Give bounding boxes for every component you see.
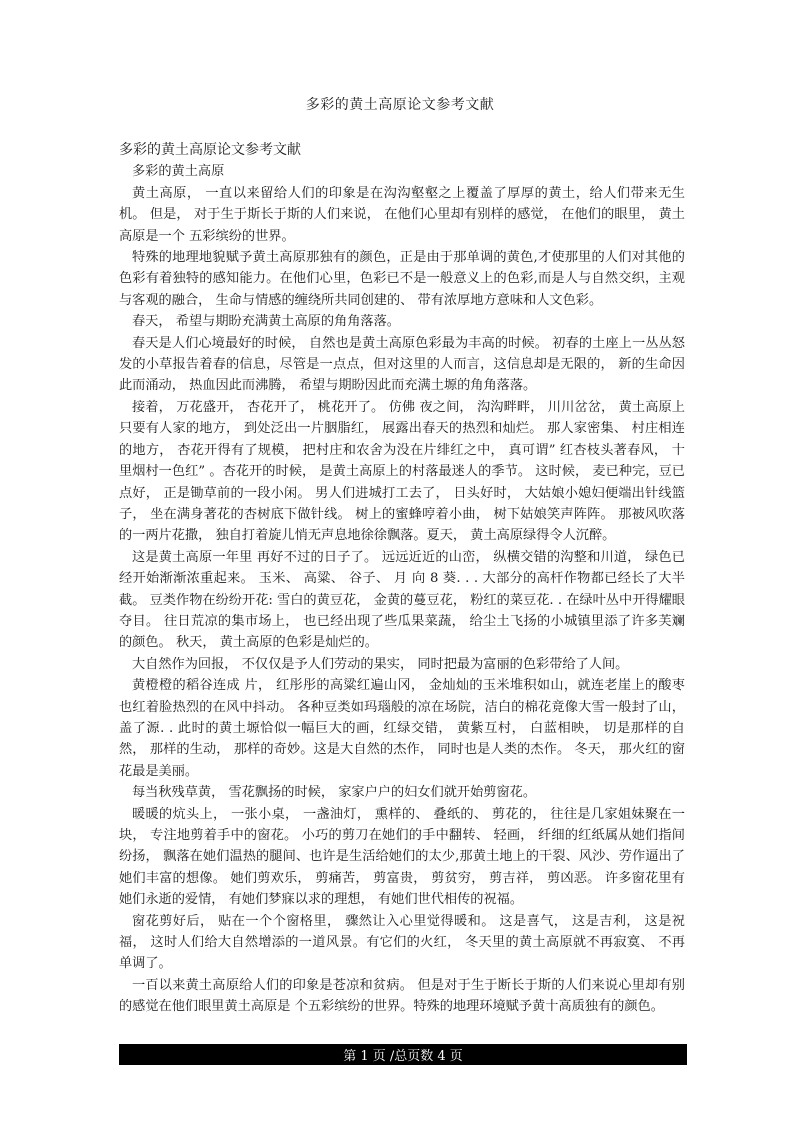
paragraph: 每当秋残草黄， 雪花飘扬的时候， 家家户户的妇女们就开始剪窗花。 (132, 785, 537, 801)
paragraph: 春天， 希望与期盼充满黄土高原的角角落落。 (132, 314, 400, 330)
paragraph: 窗花剪好后， 贴在一个个窗格里， 骤然让入心里觉得暖和。 这是喜气， 这是吉利， 这是祝福， 这时人们给大自然增添的一道风景。有它们的火红， 冬天里的黄土高原就不再寂寞、 不再单调了。 (119, 913, 685, 972)
document-body (119, 140, 685, 1018)
paragraph: 暖暖的炕头上， 一张小桌， 一盏油灯， 熏样的、 叠纸的、 剪花的， 往往是几家姐妹聚在一块， 专注地剪着手中的窗花。 小巧的剪刀在她们的手中翻转、 轻画， 纤细的红纸属从她们指间纷扬， 飘落在她们温热的腿间、也许是生活给她们的太少,那黄土地上的干裂、风沙、劳作逼出了她们丰富的想像。 她们剪欢乐， 剪痛苦， 剪富贵， 剪贫穷， 剪吉祥， 剪凶恶。 许多窗花里有她们永逝的爱情， 有她们梦寐以求的理想， 有她们世代相传的祝福。 (119, 806, 685, 908)
paragraph: 特殊的地理地貌赋予黄土高原那独有的颜色，正是由于那单调的黄色,才使那里的人们对其他的色彩有着独特的感知能力。在他们心里，色彩已不是一般意义上的色彩,而是人与自然交织，主观与客观的融合， 生命与情感的缠绕所共同创建的、 带有浓厚地方意味和人文色彩。 (119, 250, 685, 308)
sub-title: 多彩的黄土高原 (132, 164, 225, 180)
paragraph: 春天是人们心境最好的时候， 自然也是黄土高原色彩最为丰高的时候。 初春的土座上一丛丛怒发的小草报告着春的信息，尽管是一点点，但对这里的人而言，这信息却是无限的， 新的生命因此而涌动， 热血因此而沸腾， 希望与期盼因此而充满土塬的角角落落。 (119, 335, 685, 394)
paragraph: 黄土高原， 一直以来留给人们的印象是在沟沟壑壑之上覆盖了厚厚的黄土，给人们带来无生机。 但是， 对于生于斯长于斯的人们来说， 在他们心里却有别样的感觉， 在他们的眼里， 黄土高原是一个 五彩缤纷的世界。 (119, 185, 685, 244)
paragraph: 一百以来黄土高原给人们的印象是苍凉和贫病。 但是对于生于断长于斯的人们来说心里却有别的感觉在他们眼里黄土高原是 个五彩缤纷的世界。特殊的地理环境赋予黄十高质独有的颜色。 (119, 977, 685, 1015)
page-number: 第 1 页 /总页数 4 页 (343, 1049, 463, 1064)
page-title: 多彩的黄土高原论文参考文献 (305, 97, 495, 113)
paragraph: 这是黄土高原一年里 再好不过的日子了。 远远近近的山峦， 纵横交错的沟整和川道， 绿色已经开始渐渐浓重起来。 玉米、 高粱、 谷子、 月 向 8 葵. . . 大部分的高杆作物都已经长了大半截。 豆类作物在纷纷开花: 雪白的黄豆花， 金黄的蔓豆花， 粉红的菜豆花. . 在绿叶丛中开得耀眼夺目。 往日荒凉的集市场上， 也已经出现了些瓜果菜蔬， 给尘土飞扬的小城镇里添了许多芙斓的颜色。 秋天， 黄土高原的色彩是灿烂的。 (119, 549, 685, 651)
paragraph: 黄橙橙的稻谷连成 片， 红彤彤的高粱红遍山冈， 金灿灿的玉米堆积如山，就连老崖上的酸枣也红着脸热烈的在风中抖动。 各种豆类如玛瑙般的凉在场院，洁白的棉花竟像大雪一般封了山，盖了源. . 此时的黄土塬恰似一幅巨大的画，红绿交错， 黄紫互村， 白蓝相映， 切是那样的自然， 那样的生动， 那样的奇妙。这是大自然的杰作， 同时也是人类的杰作。 冬天， 那火红的窗花最是美丽。 (119, 678, 685, 779)
paragraph: 大自然作为回报， 不仅仅是予人们劳动的果实， 同时把最为富丽的色彩带给了人间。 (132, 656, 629, 672)
page-footer (119, 1044, 687, 1065)
paragraph: 接着， 万花盛开， 杏花开了， 桃花开了。 仿佛 夜之间， 沟沟畔畔， 川川岔岔， 黄土高原上只要有人家的地方， 到处泛出一片胭脂红， 展露出春天的热烈和灿烂。 那人家密集、 村庄相连的地方， 杏花开得有了规模， 把村庄和农舍为没在片绯红之中， 真可谓” 红杏枝头著春风， 十里烟村一色红” 。杏花开的时候， 是黄土高原上的村落最迷人的季节。 这时候， 麦已种完，豆已点好， 正是锄草前的一段小闲。 男人们进城打工去了， 日头好时， 大姑娘小媳妇便端出针线篮子， 坐在满身著花的杏树底下做针线。 树上的蜜蜂哼着小曲， 树下姑娘笑声阵阵。 那被风吹落的一两片花撒， 独自打着旋儿悄无声息地徐徐飘落。夏天， 黄土高原绿得令人沉醉。 (119, 399, 685, 544)
doc-title: 多彩的黄土高原论文参考文献 (119, 142, 301, 158)
